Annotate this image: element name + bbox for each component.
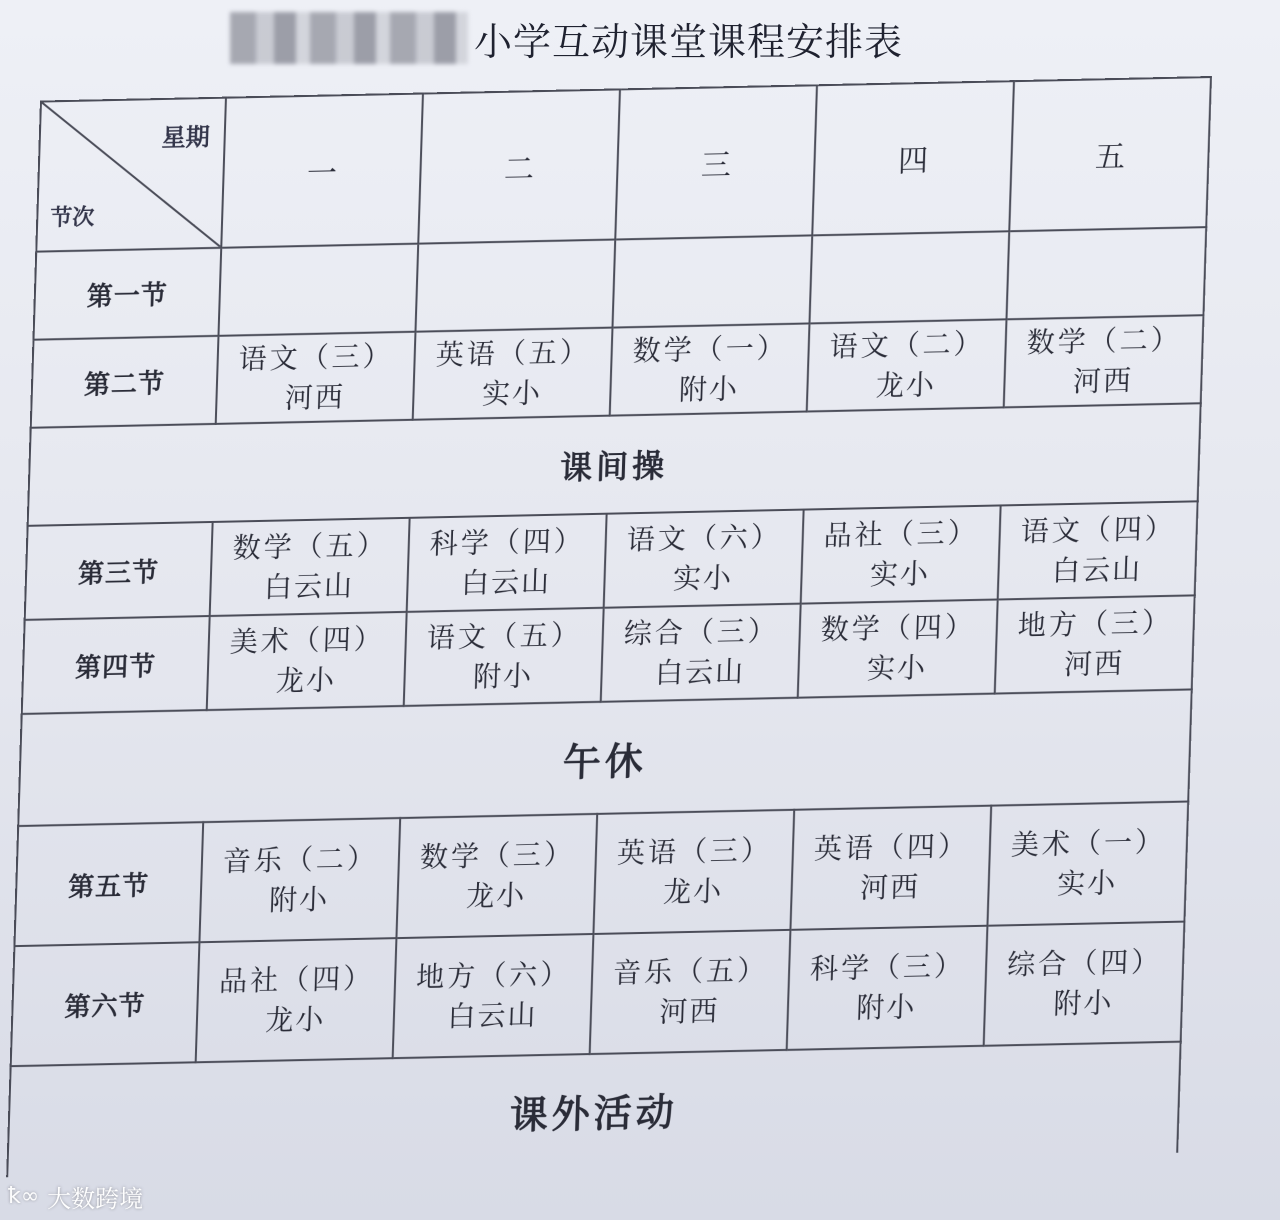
period-header-label: 节次: [49, 204, 95, 232]
subject-text: [615, 279, 810, 283]
school-text: 白云山: [654, 654, 746, 690]
subject-text: 科学（三）: [809, 949, 966, 986]
period-label: 第二节: [31, 336, 219, 428]
day-header-mon: 一: [221, 94, 423, 248]
schedule-cell: [604, 510, 804, 608]
subject-text: 数学（二）: [1026, 322, 1183, 359]
subject-text: [812, 275, 1007, 279]
schedule-cell: [218, 244, 418, 336]
schedule-cell: [404, 608, 604, 706]
weekday-header-label: 星期: [161, 122, 211, 153]
subject-text: 语文（四）: [1020, 511, 1177, 549]
schedule-cell: [801, 505, 1001, 603]
schedule-cell: [415, 240, 615, 332]
subject-text: 科学（四）: [429, 524, 586, 561]
subject-text: [1009, 271, 1204, 275]
schedule-cell: [216, 332, 416, 424]
subject-text: 英语（三）: [616, 833, 773, 870]
schedule-cell: [1006, 227, 1206, 319]
school-text: [221, 288, 416, 292]
schedule-cell: [790, 806, 991, 930]
corner-header-cell: [36, 98, 226, 252]
subject-text: 地方（六）: [415, 957, 572, 994]
subject-text: 综合（三）: [623, 614, 780, 651]
watermark-text: 大数跨境: [47, 1185, 144, 1213]
period-label: 第一节: [33, 248, 221, 340]
school-text: 附小: [855, 990, 917, 1025]
school-text: 附小: [472, 659, 534, 694]
period-label: 第三节: [25, 522, 213, 620]
watermark: [8, 1179, 143, 1214]
schedule-cell: [413, 328, 613, 420]
day-header-fri: 五: [1009, 77, 1211, 231]
subject-text: 语文（五）: [426, 618, 583, 655]
break-label-lunch: 午休: [18, 689, 1192, 826]
school-text: 白云山: [460, 564, 552, 600]
schedule-cell: [809, 231, 1009, 323]
school-text: 龙小: [465, 878, 527, 913]
header-row: [36, 77, 1211, 252]
title-row: [230, 8, 903, 68]
school-text: [615, 279, 810, 283]
school-text: 实小: [866, 650, 928, 686]
schedule-cell: [987, 802, 1188, 926]
schedule-cell: [407, 514, 607, 612]
schedule-cell: [998, 501, 1198, 599]
schedule-table: [6, 76, 1212, 1177]
school-text: 白云山: [446, 998, 538, 1034]
subject-text: 音乐（五）: [612, 953, 769, 990]
school-text: 实小: [672, 561, 734, 596]
schedule-cell: [995, 595, 1195, 693]
school-text: 河西: [284, 380, 346, 415]
subject-text: 品社（三）: [823, 515, 980, 553]
school-text: [418, 284, 613, 288]
subject-text: 音乐（二）: [222, 841, 379, 878]
school-text: 实小: [481, 376, 543, 411]
schedule-cell: [984, 922, 1185, 1046]
schedule-cell: [612, 235, 812, 327]
subject-text: 数学（一）: [632, 330, 789, 368]
school-text: [1009, 271, 1204, 275]
school-text: [812, 275, 1007, 279]
schedule-cell: [207, 612, 407, 710]
break-label-activity: 课外活动: [7, 1042, 1180, 1178]
subject-text: 数学（四）: [820, 609, 977, 647]
schedule-cell: [610, 323, 810, 415]
day-header-tue: 二: [418, 89, 620, 243]
school-text: 河西: [658, 994, 720, 1029]
subject-text: 地方（三）: [1017, 605, 1174, 643]
period-label: 第五节: [14, 822, 203, 946]
subject-text: 数学（三）: [419, 837, 576, 874]
subject-text: 语文（二）: [829, 326, 986, 364]
school-text: 龙小: [275, 663, 337, 698]
school-text: 实小: [1056, 865, 1118, 901]
day-header-wed: 三: [615, 85, 817, 239]
break-label-exercise: 课间操: [28, 403, 1201, 526]
school-text: 附小: [268, 882, 330, 917]
subject-text: [418, 284, 613, 288]
schedule-cell: [396, 814, 597, 938]
subject-text: 品社（四）: [218, 961, 375, 998]
subject-text: 数学（五）: [232, 528, 389, 565]
school-text: 附小: [1052, 986, 1114, 1021]
page-title: 小学互动课堂课程安排表: [474, 19, 904, 64]
school-text: 河西: [859, 870, 921, 905]
subject-text: 语文（三）: [238, 339, 395, 376]
school-text: 龙小: [662, 874, 724, 909]
schedule-cell: [601, 604, 801, 702]
schedule-cell: [393, 934, 594, 1058]
kb-logo-icon: ꝁ∞: [8, 1184, 40, 1209]
break-row-activity: [7, 1042, 1180, 1178]
period-label: 第四节: [22, 616, 210, 714]
school-text: 龙小: [875, 367, 937, 403]
school-text: 河西: [1072, 363, 1134, 398]
subject-text: 英语（四）: [813, 829, 970, 866]
subject-text: 美术（一）: [1010, 824, 1167, 862]
school-text: 附小: [678, 371, 740, 407]
subject-text: [221, 288, 416, 292]
school-text: 河西: [1063, 646, 1125, 682]
schedule-cell: [1004, 315, 1204, 407]
day-header-thu: 四: [812, 81, 1014, 235]
subject-text: 语文（六）: [626, 520, 783, 557]
schedule-cell: [807, 319, 1007, 411]
school-text: 实小: [869, 556, 931, 592]
schedule-cell: [590, 930, 791, 1054]
schedule-cell: [210, 518, 410, 616]
school-text: 白云山: [263, 568, 355, 604]
schedule-cell: [196, 938, 397, 1062]
schedule-cell: [787, 926, 988, 1050]
schedule-cell: [593, 810, 794, 934]
redacted-school-name: [230, 12, 468, 64]
school-text: 白云山: [1051, 552, 1143, 588]
subject-text: 英语（五）: [435, 335, 592, 372]
subject-text: 综合（四）: [1006, 945, 1163, 982]
subject-text: 美术（四）: [229, 622, 386, 659]
period-label: 第六节: [11, 942, 200, 1066]
schedule-cell: [798, 600, 998, 698]
school-text: 龙小: [264, 1002, 326, 1037]
schedule-cell: [199, 818, 400, 942]
